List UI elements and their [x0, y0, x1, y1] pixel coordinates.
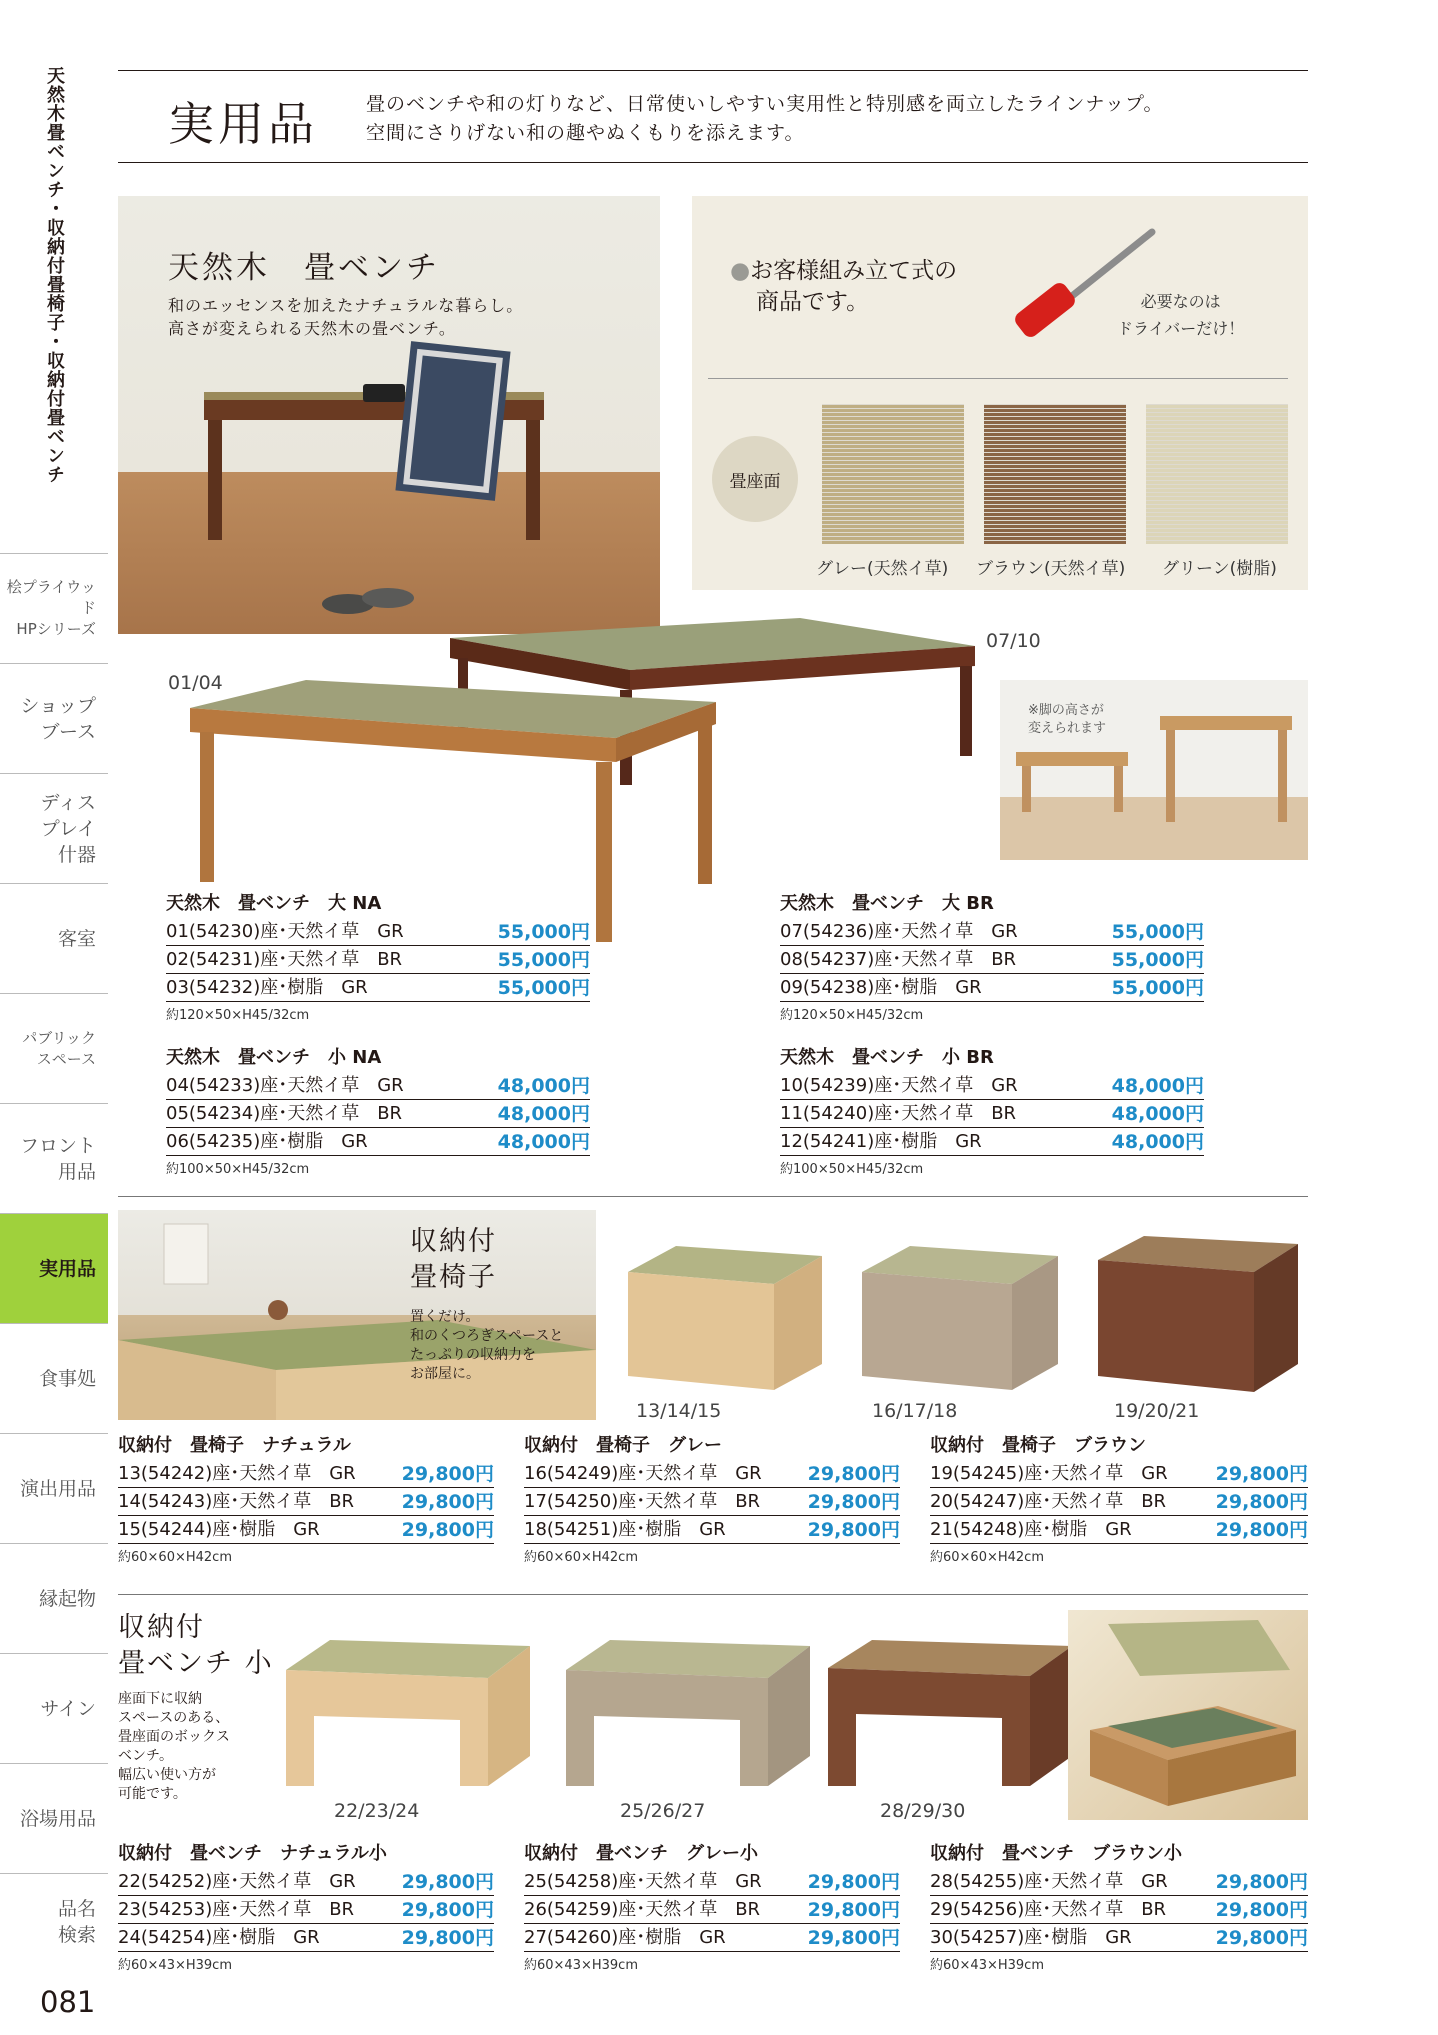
product-price: 29,800円: [401, 1899, 494, 1921]
storage-stool-text-line: たっぷりの収納力を: [410, 1347, 536, 1363]
storage-bench-text-line: 畳座面のボックス: [118, 1729, 230, 1745]
bench-natural-image: [280, 1640, 530, 1790]
product-item: 09(54238)座･樹脂 GR: [780, 977, 982, 998]
product-size: 約60×60×H42cm: [524, 1550, 638, 1565]
divider: [708, 378, 1288, 379]
storage-stool-title: [410, 1224, 497, 1296]
product-size: 約60×43×H39cm: [524, 1958, 638, 1973]
product-price: 29,800円: [807, 1927, 900, 1949]
product-price: 29,800円: [1215, 1519, 1308, 1541]
swatch-green-label: グリーン(樹脂): [1162, 559, 1277, 579]
nav-item-search[interactable]: [0, 1873, 108, 1969]
stool-gray-image: [852, 1246, 1058, 1396]
product-item: 28(54255)座･天然イ草 GR: [930, 1871, 1168, 1892]
product-item: 17(54250)座･天然イ草 BR: [524, 1491, 761, 1512]
description-line: 畳のベンチや和の灯りなど、日常使いしやすい実用性と特別感を両立したラインナップ。: [366, 93, 1164, 115]
product-price: 55,000円: [497, 949, 590, 971]
product-table-small-br: [780, 1044, 1204, 1176]
product-size: 約120×50×H45/32cm: [166, 1008, 310, 1023]
product-price: 29,800円: [401, 1491, 494, 1513]
nav-label: 縁起物: [38, 1587, 96, 1610]
nav-item-public-space[interactable]: [0, 993, 108, 1103]
product-row: [524, 1896, 900, 1924]
product-row: [166, 1128, 590, 1156]
nav-item-practical[interactable]: [0, 1213, 108, 1323]
product-item: 30(54257)座･樹脂 GR: [930, 1927, 1132, 1948]
product-code-label: 07/10: [986, 630, 1041, 652]
nav-label: 桧プライウッド HPシリーズ: [6, 578, 96, 638]
nav-item-dining[interactable]: [0, 1323, 108, 1433]
page-description: [366, 90, 1164, 148]
product-title: 天然木 畳ベンチ 大 BR: [780, 893, 994, 914]
product-code-label: 13/14/15: [636, 1400, 722, 1422]
open-bench-illustration: [1068, 1610, 1308, 1820]
header-bottom-rule: [118, 162, 1308, 163]
product-size: 約60×60×H42cm: [930, 1550, 1044, 1565]
section-divider: [118, 1594, 1308, 1595]
product-price: 48,000円: [497, 1131, 590, 1153]
product-size: 約100×50×H45/32cm: [166, 1162, 310, 1177]
page-title: 実用品: [168, 97, 318, 151]
assembly-note: [730, 256, 957, 318]
product-size: 約60×60×H42cm: [118, 1550, 232, 1565]
nav-label: 演出用品: [19, 1477, 96, 1500]
product-price: 55,000円: [1111, 921, 1204, 943]
product-item: 21(54248)座･樹脂 GR: [930, 1519, 1132, 1540]
product-code-label: 16/17/18: [872, 1400, 958, 1422]
product-item: 18(54251)座･樹脂 GR: [524, 1519, 726, 1540]
storage-bench-text-line: スペースのある、: [118, 1710, 230, 1726]
product-row: [118, 1924, 494, 1952]
product-price: 55,000円: [1111, 949, 1204, 971]
nav-item-display[interactable]: [0, 773, 108, 883]
leg-note-line: ※脚の高さが: [1028, 703, 1104, 718]
nav-label: ディス プレイ 什器: [40, 791, 96, 866]
product-size: 約60×43×H39cm: [930, 1958, 1044, 1973]
assembly-note-line: お客様組み立て式の: [750, 258, 958, 284]
product-row: [166, 918, 590, 946]
storage-bench-text-line: 幅広い使い方が: [118, 1767, 216, 1783]
product-row: [118, 1896, 494, 1924]
product-table-stool-natural: [118, 1432, 494, 1564]
header-top-rule: [118, 70, 1308, 71]
sidebar-nav: [0, 553, 108, 1969]
product-item: 05(54234)座･天然イ草 BR: [166, 1103, 403, 1124]
nav-label: ショップ ブース: [20, 694, 96, 743]
product-table-small-na: [166, 1044, 590, 1176]
product-table-stool-gray: [524, 1432, 900, 1564]
product-price: 29,800円: [401, 1927, 494, 1949]
product-price: 48,000円: [1111, 1075, 1204, 1097]
nav-label: 実用品: [38, 1257, 96, 1280]
storage-bench-text-line: 可能です。: [118, 1786, 187, 1802]
product-price: 29,800円: [1215, 1927, 1308, 1949]
product-table-stool-brown: [930, 1432, 1308, 1564]
storage-bench-title-line: 畳ベンチ 小: [118, 1648, 274, 1679]
product-price: 29,800円: [401, 1463, 494, 1485]
product-price: 48,000円: [497, 1075, 590, 1097]
nav-item-shop-booth[interactable]: [0, 663, 108, 773]
product-row: [930, 1924, 1308, 1952]
product-item: 23(54253)座･天然イ草 BR: [118, 1899, 355, 1920]
product-row: [930, 1868, 1308, 1896]
product-price: 48,000円: [1111, 1103, 1204, 1125]
product-price: 29,800円: [401, 1871, 494, 1893]
storage-stool-text-line: お部屋に。: [410, 1366, 480, 1382]
product-item: 15(54244)座･樹脂 GR: [118, 1519, 320, 1540]
product-size: 約120×50×H45/32cm: [780, 1008, 924, 1023]
product-item: 16(54249)座･天然イ草 GR: [524, 1463, 762, 1484]
product-item: 01(54230)座･天然イ草 GR: [166, 921, 404, 942]
stool-natural-image: [616, 1246, 822, 1396]
storage-bench-title: [118, 1610, 274, 1682]
nav-item-front[interactable]: [0, 1103, 108, 1213]
product-item: 07(54236)座･天然イ草 GR: [780, 921, 1018, 942]
product-table-large-na: [166, 890, 590, 1022]
assembly-note-line: 商品です。: [756, 289, 870, 315]
product-title: 収納付 畳椅子 グレー: [524, 1435, 722, 1456]
stool-brown-image: [1092, 1236, 1298, 1396]
product-price: 29,800円: [807, 1899, 900, 1921]
product-row: [524, 1460, 900, 1488]
storage-bench-text-line: ベンチ。: [118, 1748, 174, 1764]
product-price: 29,800円: [401, 1519, 494, 1541]
storage-stool-text-line: 置くだけ。: [410, 1309, 480, 1325]
product-price: 29,800円: [1215, 1871, 1308, 1893]
product-row: [780, 918, 1204, 946]
product-item: 27(54260)座･樹脂 GR: [524, 1927, 726, 1948]
product-item: 13(54242)座･天然イ草 GR: [118, 1463, 356, 1484]
product-item: 29(54256)座･天然イ草 BR: [930, 1899, 1167, 1920]
product-price: 29,800円: [1215, 1463, 1308, 1485]
swatch-gray-label: グレー(天然イ草): [816, 559, 949, 579]
tool-note-line: 必要なのは: [1140, 292, 1221, 311]
product-price: 29,800円: [1215, 1899, 1308, 1921]
nav-label: 客室: [57, 927, 96, 950]
page-number: 081: [40, 1985, 96, 2019]
hero-text-line: 高さが変えられる天然木の畳ベンチ。: [168, 319, 456, 338]
product-item: 11(54240)座･天然イ草 BR: [780, 1103, 1017, 1124]
leg-note-line: 変えられます: [1028, 721, 1107, 736]
product-price: 48,000円: [497, 1103, 590, 1125]
storage-stool-title-line: 畳椅子: [410, 1262, 497, 1293]
product-item: 19(54245)座･天然イ草 GR: [930, 1463, 1168, 1484]
product-price: 55,000円: [497, 921, 590, 943]
nav-label: 浴場用品: [19, 1807, 96, 1830]
product-table-bench-brown: [930, 1840, 1308, 1972]
tatami-seat-label: 畳座面: [712, 436, 798, 522]
product-row: [118, 1516, 494, 1544]
nav-label: サイン: [40, 1697, 96, 1720]
product-size: 約100×50×H45/32cm: [780, 1162, 924, 1177]
nav-label: 品名 検索: [57, 1897, 96, 1946]
product-size: 約60×43×H39cm: [118, 1958, 232, 1973]
product-table-large-br: [780, 890, 1204, 1022]
nav-item-bath[interactable]: [0, 1763, 108, 1873]
product-price: 29,800円: [807, 1519, 900, 1541]
nav-label: パブリック スペース: [22, 1028, 96, 1068]
storage-stool-title-line: 収納付: [410, 1226, 497, 1257]
swatch-brown-label: ブラウン(天然イ草): [976, 559, 1126, 579]
product-row: [780, 1072, 1204, 1100]
product-item: 12(54241)座･樹脂 GR: [780, 1131, 982, 1152]
product-table-bench-natural: [118, 1840, 494, 1972]
assembly-info-panel: [692, 196, 1308, 590]
bullet-icon: ●: [730, 258, 751, 284]
bench-brown-image: [822, 1640, 1072, 1790]
product-title: 収納付 畳ベンチ ブラウン小: [930, 1843, 1182, 1864]
hero-text-line: 和のエッセンスを加えたナチュラルな暮らし。: [168, 296, 524, 315]
product-price: 55,000円: [1111, 977, 1204, 999]
storage-bench-open-photo: [1068, 1610, 1308, 1820]
bench-illustration: [118, 196, 660, 634]
product-price: 55,000円: [497, 977, 590, 999]
product-row: [780, 1128, 1204, 1156]
product-row: [780, 946, 1204, 974]
product-row: [930, 1460, 1308, 1488]
product-row: [524, 1868, 900, 1896]
product-price: 29,800円: [1215, 1491, 1308, 1513]
product-row: [166, 1072, 590, 1100]
product-item: 06(54235)座･樹脂 GR: [166, 1131, 368, 1152]
product-row: [118, 1460, 494, 1488]
nav-item-guest-room[interactable]: [0, 883, 108, 993]
product-row: [166, 1100, 590, 1128]
product-item: 03(54232)座･樹脂 GR: [166, 977, 368, 998]
swatch-brown: [984, 404, 1126, 544]
product-code-label: 22/23/24: [334, 1800, 420, 1822]
section-divider: [118, 1196, 1308, 1197]
tool-note: [1117, 288, 1244, 342]
product-item: 02(54231)座･天然イ草 BR: [166, 949, 403, 970]
product-row: [524, 1516, 900, 1544]
product-item: 08(54237)座･天然イ草 BR: [780, 949, 1017, 970]
nav-label: フロント 用品: [19, 1134, 96, 1183]
nav-item-hp-series[interactable]: [0, 553, 108, 663]
storage-bench-text-line: 座面下に収納: [118, 1691, 202, 1707]
nav-item-lucky-charm[interactable]: [0, 1543, 108, 1653]
product-row: [118, 1488, 494, 1516]
nav-item-staging[interactable]: [0, 1433, 108, 1543]
product-item: 25(54258)座･天然イ草 GR: [524, 1871, 762, 1892]
hero-title: 天然木 畳ベンチ: [168, 250, 440, 286]
product-row: [930, 1896, 1308, 1924]
product-row: [780, 974, 1204, 1002]
product-item: 26(54259)座･天然イ草 BR: [524, 1899, 761, 1920]
nav-item-sign[interactable]: [0, 1653, 108, 1763]
storage-bench-title-line: 収納付: [118, 1612, 205, 1643]
product-row: [930, 1516, 1308, 1544]
product-price: 29,800円: [807, 1491, 900, 1513]
product-price: 29,800円: [807, 1871, 900, 1893]
product-row: [118, 1868, 494, 1896]
product-title: 収納付 畳椅子 ナチュラル: [118, 1435, 351, 1456]
product-title: 天然木 畳ベンチ 小 NA: [166, 1047, 382, 1068]
product-item: 22(54252)座･天然イ草 GR: [118, 1871, 356, 1892]
product-row: [780, 1100, 1204, 1128]
product-row: [166, 974, 590, 1002]
product-price: 48,000円: [1111, 1131, 1204, 1153]
sidebar: [0, 0, 108, 2035]
product-code-label: 19/20/21: [1114, 1400, 1200, 1422]
product-title: 収納付 畳ベンチ グレー小: [524, 1843, 758, 1864]
bench-gray-image: [560, 1640, 810, 1790]
product-item: 04(54233)座･天然イ草 GR: [166, 1075, 404, 1096]
nav-label: 食事処: [38, 1367, 96, 1390]
storage-stool-text-line: 和のくつろぎスペースと: [410, 1328, 564, 1344]
leg-height-illustration: [1000, 680, 1308, 860]
product-code-label: 25/26/27: [620, 1800, 706, 1822]
swatch-gray: [822, 404, 964, 544]
product-title: 天然木 畳ベンチ 大 NA: [166, 893, 382, 914]
product-row: [166, 946, 590, 974]
bench-room-photo: [118, 196, 660, 634]
product-title: 天然木 畳ベンチ 小 BR: [780, 1047, 994, 1068]
product-title: 収納付 畳ベンチ ナチュラル小: [118, 1843, 387, 1864]
product-table-bench-gray: [524, 1840, 900, 1972]
tool-note-line: ドライバーだけ！: [1117, 319, 1245, 338]
product-title: 収納付 畳椅子 ブラウン: [930, 1435, 1146, 1456]
product-item: 10(54239)座･天然イ草 GR: [780, 1075, 1018, 1096]
description-line: 空間にさりげない和の趣やぬくもりを添えます。: [366, 122, 805, 144]
product-item: 24(54254)座･樹脂 GR: [118, 1927, 320, 1948]
product-code-label: 01/04: [168, 672, 223, 694]
product-row: [524, 1924, 900, 1952]
product-row: [930, 1488, 1308, 1516]
product-item: 14(54243)座･天然イ草 BR: [118, 1491, 355, 1512]
product-row: [524, 1488, 900, 1516]
product-price: 29,800円: [807, 1463, 900, 1485]
storage-bench-text: [118, 1690, 230, 1804]
product-code-label: 28/29/30: [880, 1800, 966, 1822]
vertical-section-title: 天然木畳ベンチ・収納付畳椅子・収納付畳ベンチ: [44, 66, 65, 484]
swatch-green: [1146, 404, 1288, 544]
storage-stool-text: [410, 1308, 563, 1384]
leg-height-photo: [1000, 680, 1308, 860]
product-item: 20(54247)座･天然イ草 BR: [930, 1491, 1167, 1512]
